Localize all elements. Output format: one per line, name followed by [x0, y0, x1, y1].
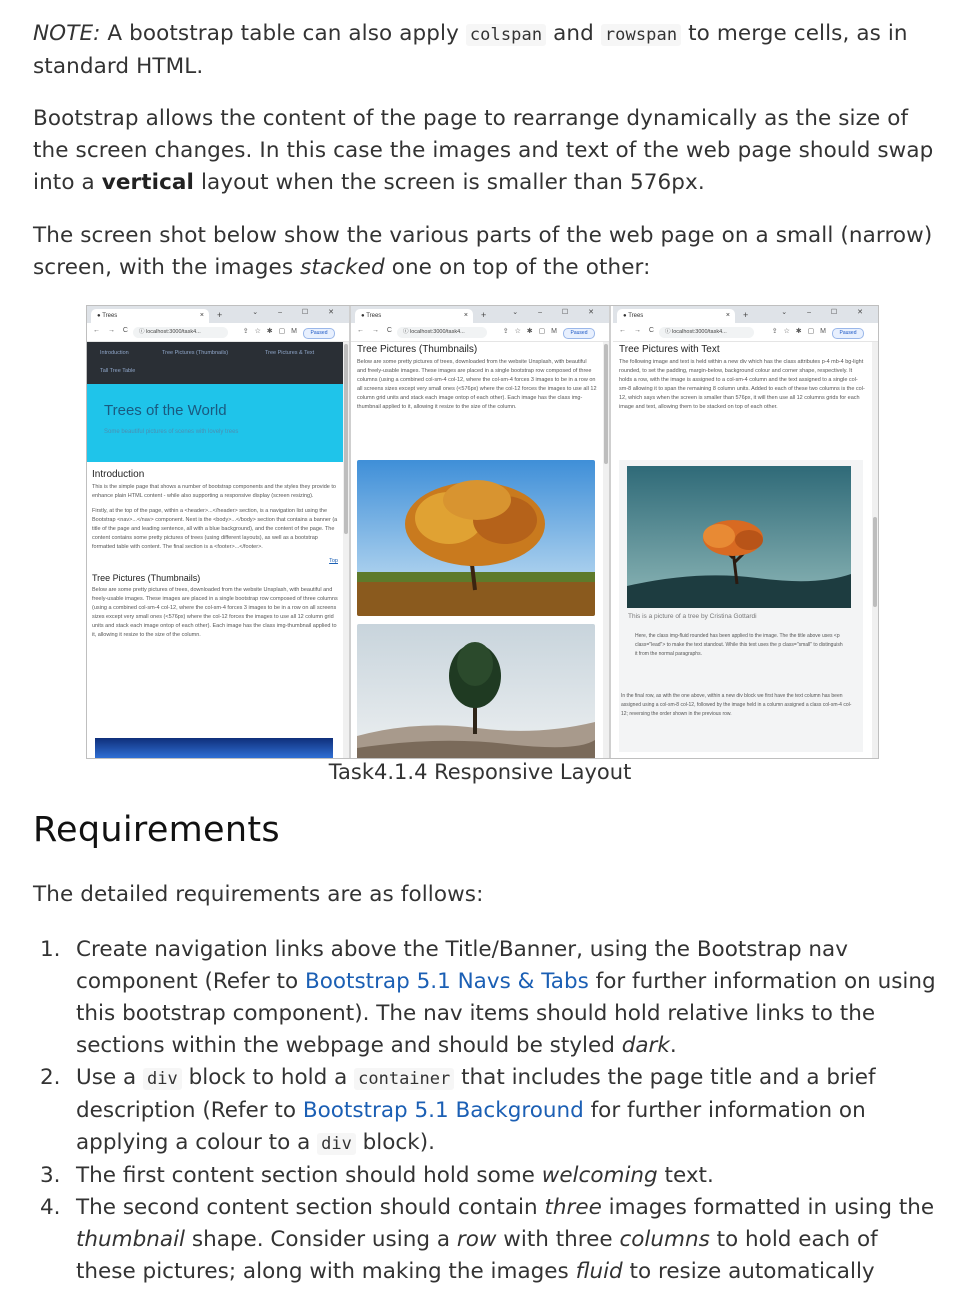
- req-text: for further information on applying a colour to a: [76, 1098, 866, 1155]
- responsive-paragraph: [33, 103, 938, 199]
- tab-bar: [87, 306, 349, 323]
- screenshot-paragraph: [33, 220, 938, 284]
- toolbar-icons[interactable]: ⇪ ☆ ✱ ▢ M: [242, 328, 299, 335]
- tab-close-icon[interactable]: ×: [725, 312, 730, 319]
- address-bar: [351, 323, 609, 342]
- item-number: 3.: [40, 1163, 61, 1188]
- req-text: to resize automatically: [622, 1259, 875, 1284]
- code-colspan: colspan: [466, 24, 546, 46]
- req-text: block).: [355, 1130, 435, 1155]
- note-label: NOTE:: [33, 21, 101, 46]
- pictures-text-heading: Tree Pictures with Text: [619, 344, 720, 355]
- note-text: A bootstrap table can also apply: [100, 21, 466, 46]
- url-field[interactable]: ⓘ localhost:3000/task4...: [659, 327, 754, 338]
- para-text: one on top of the other:: [384, 255, 651, 280]
- pictures-text-paragraph: The following image and text is held within a new div which has the class attributes p-4 mb-4 bg-light rounded, to set the padding, margin-below, background colour and corner shape, respectively. It holds a row, with the image is assigned to a col-sm-4 column and the text assigned to a single col-sm-8 allowing it to span the remaining 8 column units. Added to each of these two columns is the col-12, which says when the screen is smaller than 576px, it will then use all 12 columns grids for each image and text, allowing them to be stacked on top of each other.: [619, 359, 865, 410]
- em-fluid: fluid: [575, 1259, 623, 1284]
- tab-label: Trees: [628, 313, 644, 319]
- note-paragraph: [33, 18, 938, 83]
- req-text: images formatted in using the: [601, 1195, 935, 1220]
- req-text: with three: [496, 1227, 620, 1252]
- req-text: to hold each of these pictures; along with making the images: [76, 1227, 878, 1284]
- note-text: to merge cells, as in standard HTML.: [33, 21, 908, 79]
- banner-title: Trees of the World: [104, 402, 227, 419]
- figure-caption: Task4.1.4 Responsive Layout: [328, 760, 632, 784]
- toolbar-icons[interactable]: ⇪ ☆ ✱ ▢ M: [502, 328, 559, 335]
- address-bar: [87, 323, 349, 342]
- banner-subtitle: Some beautiful pictures of scenes with lovely trees: [104, 429, 239, 435]
- nav-item-introduction[interactable]: Introduction: [100, 350, 129, 356]
- thumbnails-text: Below are some pretty pictures of trees, downloaded from the website Unsplash, with beautiful and freely-usable images. These images are placed in a single bootstrap row composed of three columns (using a combined col-sm-4 col-12, where the col-sm-4 forces 3 images to be in a row on all screens sizes except very small ones (<576px) where the col-12 forces the images to use all 12 column grid units and stack each image ontop of each other). Each image has the class img-thumbnail applied to it, allowing it resize to the size of the column.: [92, 587, 338, 638]
- new-tab-icon[interactable]: +: [481, 310, 487, 320]
- browser-tab[interactable]: [91, 309, 209, 323]
- nav-item-thumbnails[interactable]: Tree Pictures (Thumbnails): [162, 350, 229, 356]
- para-text: The screen shot below show the various parts of the web page on a small (narrow) screen, with the images: [33, 223, 933, 280]
- tree-favicon-icon: ●: [623, 313, 627, 319]
- url-field[interactable]: ⓘ localhost:3000/task4...: [397, 327, 487, 338]
- thumbnails-section: [351, 342, 603, 412]
- item-number: 4.: [40, 1195, 61, 1220]
- bold-vertical: vertical: [101, 170, 195, 195]
- req-text: for further information on using this bootstrap component). The nav items should hold relative links to the sections within the webpage and should be styled: [76, 969, 936, 1058]
- bootstrap-background-link[interactable]: Bootstrap 5.1 Background: [302, 1098, 584, 1123]
- nav-arrows-icon[interactable]: ← → C: [93, 327, 131, 334]
- page-content: [613, 342, 872, 758]
- em-columns: columns: [619, 1227, 710, 1252]
- responsive-layout-screenshot: [86, 305, 879, 759]
- thumbnails-text: Below are some pretty pictures of trees, downloaded from the website Unsplash, with beautiful and freely-usable images. These images are placed in a single bootstrap row composed of three columns (using a combined col-sm-4 col-12, where the col-sm-4 forces 3 images to be in a row on all screens sizes except very small ones (<576px) where the col-12 forces the images to use all 12 column grid units and stack each image ontop of each other). Each image has the class img-thumbnail applied to it, allowing it resize to the size of the column.: [357, 359, 597, 410]
- autumn-tree-image: [357, 460, 595, 616]
- final-row-note: In the final row, as with the one above, within a new div block we first have the text column has been assigned using a col-sm-8 col-12, followed by the image held in a column assigned a class col-sm-4 col-12; reversing the order shown in the previous row.: [621, 693, 852, 717]
- code-rowspan: rowspan: [601, 24, 681, 46]
- scroll-thumb[interactable]: [873, 517, 877, 607]
- dark-navbar: [87, 342, 343, 384]
- url-field[interactable]: ⓘ localhost:3000/task4...: [133, 327, 228, 338]
- code-container: container: [354, 1068, 454, 1090]
- requirement-item: [33, 1192, 938, 1288]
- intro-section: [87, 462, 343, 640]
- requirement-item: [33, 1160, 938, 1192]
- em-three: three: [544, 1195, 602, 1220]
- paused-badge[interactable]: Paused: [832, 328, 864, 339]
- em-row: row: [456, 1227, 497, 1252]
- tab-close-icon[interactable]: ×: [463, 312, 468, 319]
- requirements-intro: The detailed requirements are as follows:: [33, 882, 484, 907]
- req-text: block to hold a: [181, 1065, 355, 1090]
- em-thumbnail: thumbnail: [76, 1227, 186, 1252]
- new-tab-icon[interactable]: +: [743, 310, 749, 320]
- thumbnails-heading: Tree Pictures (Thumbnails): [92, 573, 201, 583]
- paused-badge[interactable]: Paused: [563, 328, 595, 339]
- browser-tab[interactable]: [617, 309, 735, 323]
- req-text: Create navigation links above the Title/Banner, using the Bootstrap nav component (Refer to: [76, 937, 848, 994]
- browser-window-1: [87, 306, 349, 758]
- item-number: 1.: [40, 937, 61, 962]
- item-number: 2.: [40, 1065, 61, 1090]
- scroll-thumb[interactable]: [604, 344, 608, 464]
- top-link[interactable]: Top: [329, 558, 338, 564]
- image-caption: This is a picture of a tree by Cristina Gottardi: [628, 613, 757, 620]
- paused-badge[interactable]: Paused: [303, 328, 335, 339]
- blue-banner: [87, 384, 343, 462]
- tab-close-icon[interactable]: ×: [199, 312, 204, 319]
- req-text: shape. Consider using a: [185, 1227, 457, 1252]
- tab-bar: [351, 306, 609, 323]
- nav-item-pictures-text[interactable]: Tree Pictures & Text: [265, 350, 315, 356]
- tab-label: Trees: [102, 313, 118, 319]
- em-stacked: stacked: [300, 255, 385, 280]
- requirements-heading: Requirements: [33, 810, 280, 850]
- para-text: Bootstrap allows the content of the page to rearrange dynamically as the size of the screen changes. In this case the images and text of the web page should swap into a: [33, 106, 934, 195]
- page-content: [351, 342, 603, 758]
- intro-text: Firstly, at the top of the page, within a <header>...</header> section, is a navigation list using the Bootstrap <nav>...</nav> component. Next is the <body>...</body> section that contains a banner (a title of the page and leading sentence, all with a blue background), and the content of the page. The content contains some pretty pictures of trees (using different layouts), as well as a bootstrap formatted table with content. The final section is a <footer>...</footer>.: [92, 508, 338, 550]
- req-text: The second content section should contain: [76, 1195, 545, 1220]
- page-content: [87, 342, 343, 758]
- requirement-item: [33, 934, 938, 1062]
- window-controls[interactable]: ⌄ – ☐ ✕: [781, 309, 872, 316]
- para-text: layout when the screen is smaller than 576px.: [194, 170, 705, 195]
- image-note: Here, the class img-fluid rounded has been applied to the image. The the title above uses <p class="lead"> to make the text standout. While this text uses the p class="small" to distinguish it from the normal paragraphs.: [635, 633, 843, 657]
- nav-item-tall-tree-table[interactable]: Tall Tree Table: [100, 368, 136, 374]
- browser-tab[interactable]: [355, 309, 473, 323]
- window-divider: [609, 306, 611, 758]
- requirements-list: [33, 934, 938, 1288]
- pictures-text-section: [613, 342, 872, 412]
- scrollbar[interactable]: [872, 342, 878, 758]
- req-text: .: [669, 1033, 677, 1058]
- nav-arrows-icon[interactable]: ← → C: [619, 327, 657, 334]
- tree-favicon-icon: ●: [97, 313, 101, 319]
- code-div: div: [317, 1133, 356, 1155]
- thumbnails-heading: Tree Pictures (Thumbnails): [357, 344, 478, 355]
- browser-window-2: [351, 306, 609, 758]
- code-div: div: [143, 1068, 182, 1090]
- pine-tree-image: [357, 624, 595, 758]
- orange-tree-image: [627, 466, 851, 608]
- thumbnail-image: [95, 738, 333, 758]
- bootstrap-navs-link[interactable]: Bootstrap 5.1 Navs & Tabs: [304, 969, 589, 994]
- toolbar-icons[interactable]: ⇪ ☆ ✱ ▢ M: [771, 328, 828, 335]
- tree-favicon-icon: ●: [361, 313, 365, 319]
- tab-label: Trees: [366, 313, 382, 319]
- note-text: and: [546, 21, 601, 46]
- intro-heading: Introduction: [92, 469, 145, 480]
- address-bar: [613, 323, 878, 342]
- window-controls[interactable]: ⌄ – ☐ ✕: [512, 309, 603, 316]
- nav-arrows-icon[interactable]: ← → C: [357, 327, 395, 334]
- req-text: that includes the page title and a brief description (Refer to: [76, 1065, 876, 1123]
- requirement-item: [33, 1062, 938, 1160]
- em-dark: dark: [621, 1033, 670, 1058]
- req-text: Use a: [76, 1065, 144, 1090]
- window-controls[interactable]: ⌄ – ☐ ✕: [252, 309, 343, 316]
- req-text: The first content section should hold some: [76, 1163, 542, 1188]
- scroll-thumb[interactable]: [344, 344, 348, 534]
- light-background-block: [619, 460, 863, 752]
- em-welcoming: welcoming: [541, 1163, 658, 1188]
- tab-bar: [613, 306, 878, 323]
- new-tab-icon[interactable]: +: [217, 310, 223, 320]
- browser-window-3: [613, 306, 878, 758]
- req-text: text.: [657, 1163, 714, 1188]
- intro-text: This is the simple page that shows a number of bootstrap components and the styles they provide to enhance plain HTML content - while also supporting a responsive display (screen resizing).: [92, 484, 336, 499]
